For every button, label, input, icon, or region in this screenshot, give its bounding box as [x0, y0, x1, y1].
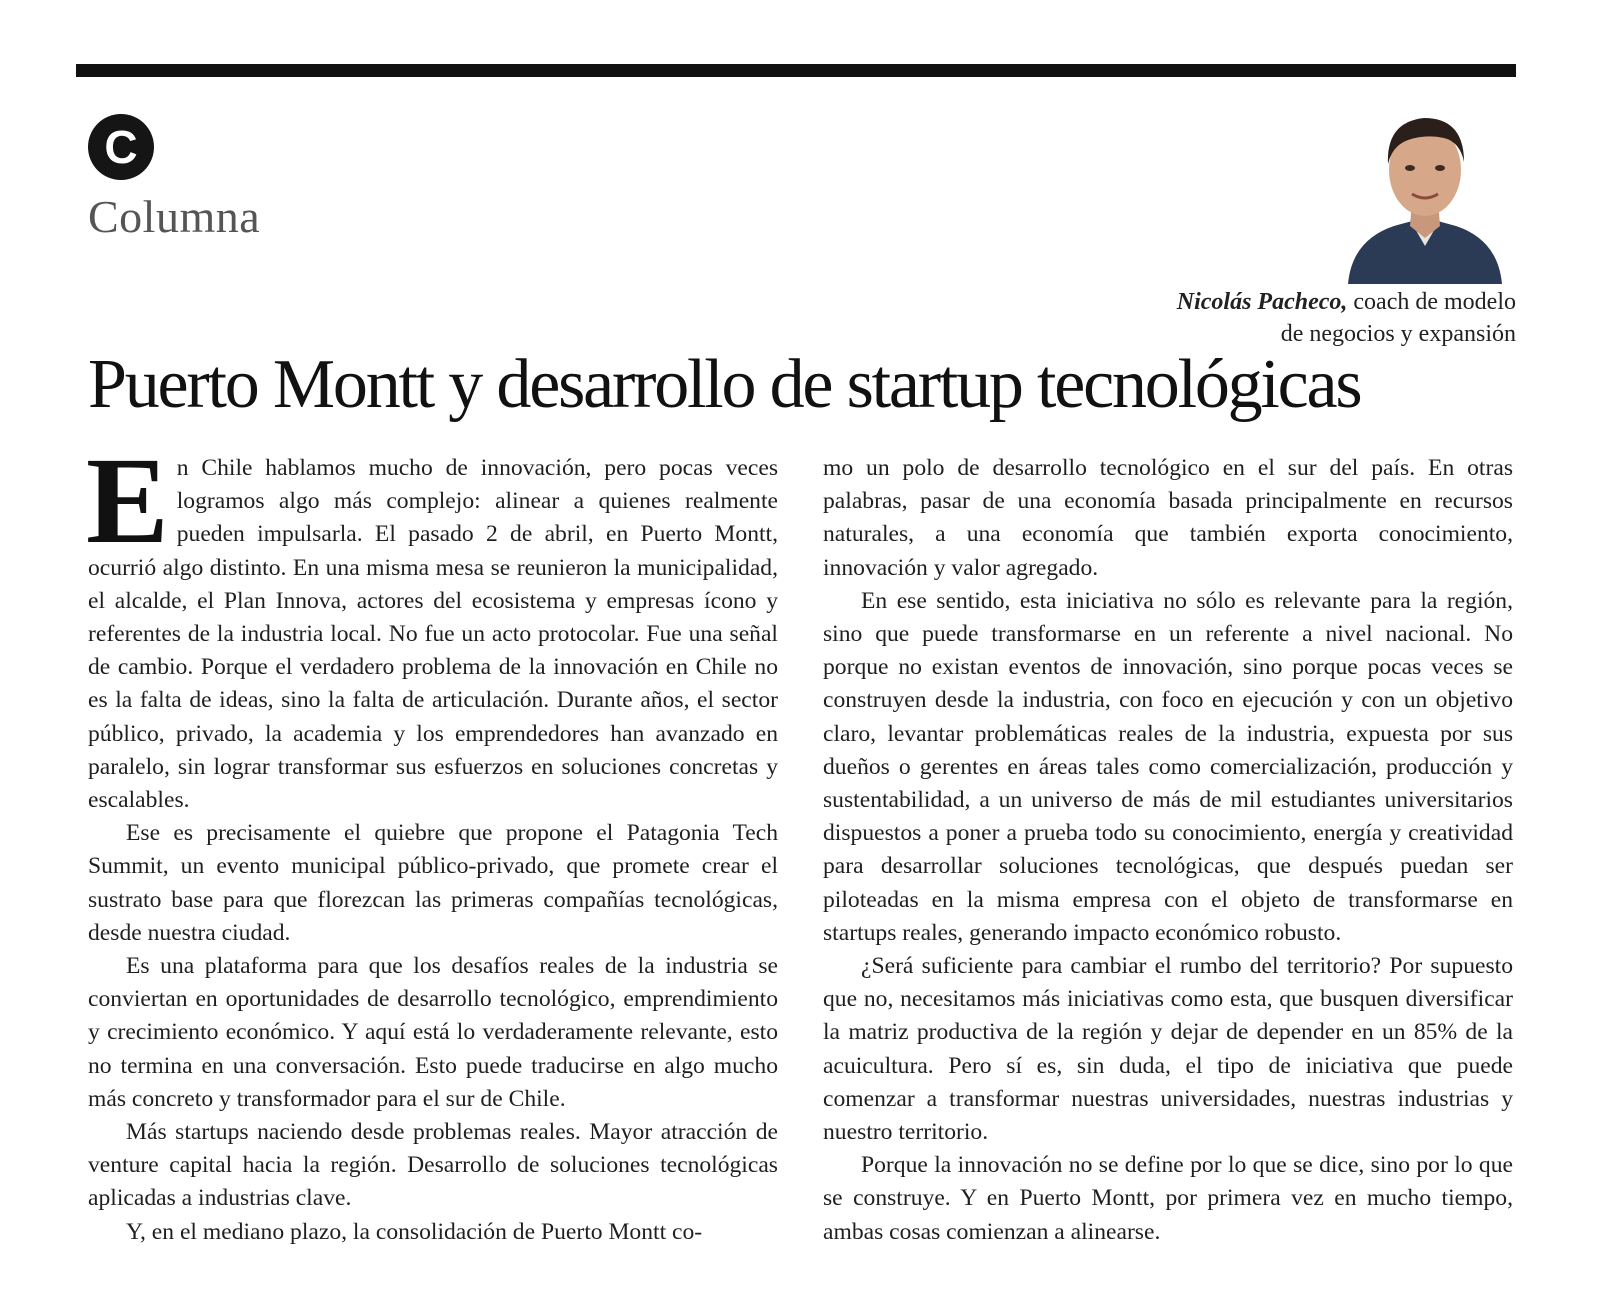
paragraph: En ese sentido, esta iniciativa no sólo es relevante para la región, sino que puede transformarse en un referente a nivel nacional. No porque no existan eventos de innovación, sino porque pocas veces se construyen desde la industria, con foco en ejecución y con un objetivo claro, levantar problemáticas reales de la industria, expuesta por sus dueños o gerentes en áreas tales como comercialización, producción y sustentabilidad, a un universo de más de mil estudiantes universitarios dispuestos a poner a prueba todo su conocimiento, energía y creatividad para desarrollar soluciones tecnológicas, que después puedan ser piloteadas en la misma empresa con el objeto de transformarse en startups reales, generando impacto económico robusto.: [823, 587, 1513, 946]
section-label: Columna: [88, 191, 261, 242]
top-rule: [76, 64, 1516, 77]
author-role-line1: coach de modelo: [1353, 289, 1516, 315]
byline: [1096, 286, 1516, 350]
paragraph: Más startups naciendo desde problemas reales. Mayor atracción de venture capital hacia la región. Desarrollo de soluciones tecnológicas aplicadas a industrias clave.: [88, 1119, 778, 1212]
drop-cap: E: [86, 432, 169, 569]
paragraph: ¿Será suficiente para cambiar el rumbo del territorio? Por supuesto que no, necesitamos más iniciativas como esta, que busquen diversificar la matriz productiva de la región y dejar de depender en un 85% de la acuicultura. Pero sí es, sin duda, el tipo de iniciativa que puede comenzar a transformar nuestras universidades, nuestras industrias y nuestro territorio.: [823, 953, 1513, 1146]
paragraph: Es una plataforma para que los desafíos reales de la industria se conviertan en oportunidades de desarrollo tecnológico, emprendimiento y crecimiento económico. Y aquí está lo verdaderamente relevante, esto no termina en una conversación. Esto puede traducirse en algo mucho más concreto y transformador para el sur de Chile.: [88, 953, 778, 1112]
author-role-line2: de negocios y expansión: [1280, 321, 1516, 347]
paragraph: Porque la innovación no se define por lo que se dice, sino por lo que se construye. Y en Puerto Montt, por primera vez en mucho tiempo, ambas cosas comienzan a alinearse.: [823, 1152, 1513, 1245]
paragraph: mo un polo de desarrollo tecnológico en el sur del país. En otras palabras, pasar de una economía basada principalmente en recursos naturales, a una economía que también exporta conocimiento, innovación y valor agregado.: [823, 455, 1513, 581]
section-badge: [88, 114, 154, 180]
author-portrait: [1346, 108, 1504, 284]
article-column-right: [823, 452, 1513, 1249]
section-badge-letter: C: [104, 121, 138, 173]
paragraph: Ese es precisamente el quiebre que propone el Patagonia Tech Summit, un evento municipal público-privado, que promete crear el sustrato base para que florezcan las primeras compañías tecnológicas, desde nuestra ciudad.: [88, 820, 778, 946]
author-name: Nicolás Pacheco,: [1176, 289, 1348, 315]
paragraph-text: n Chile hablamos mucho de innovación, pero pocas veces logramos algo más complejo: alinear a quienes realmente pueden impulsarla. El pasado 2 de abril, en Puerto Montt, ocurrió algo distinto. En una misma mesa se reunieron la municipalidad, el alcalde, el Plan Innova, actores del ecosistema y empresas ícono y referentes de la industria local. No fue un acto protocolar. Fue una señal de cambio. Porque el verdadero problema de la innovación en Chile no es la falta de ideas, sino la falta de articulación. Durante años, el sector público, privado, la academia y los emprendedores han avanzado en paralelo, sin lograr transformar sus esfuerzos en soluciones concretas y escalables.: [88, 455, 778, 814]
article-column-left: [86, 432, 778, 1249]
paragraph: Y, en el mediano plazo, la consolidación de Puerto Montt co-: [126, 1218, 703, 1245]
headline: Puerto Montt y desarrollo de startup tecnológicas: [88, 346, 1361, 423]
paragraph: [86, 432, 778, 817]
